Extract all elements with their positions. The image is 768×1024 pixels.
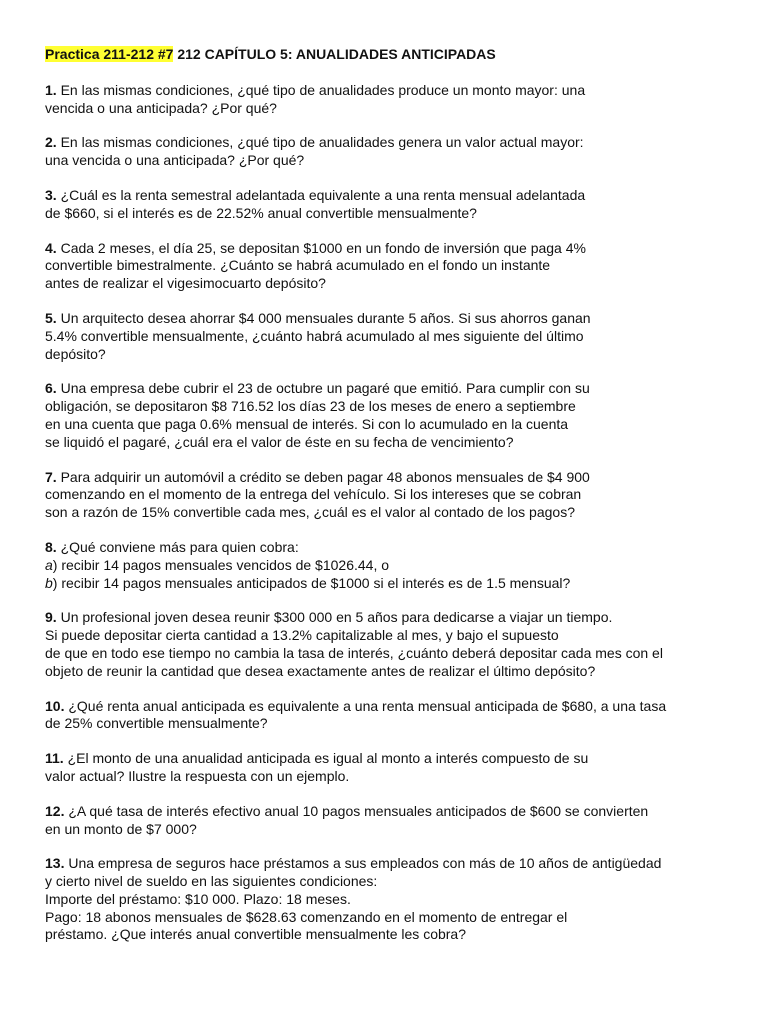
question-number: 4. — [45, 239, 57, 256]
title-highlight: Practica 211-212 #7 — [45, 46, 174, 62]
question-line: ¿Qué conviene más para quien cobra: — [56, 538, 299, 555]
option-text: ) recibir 14 pagos mensuales anticipados de $1000 si el interés es de 1.5 mensual? — [52, 574, 571, 591]
question-line: ¿Qué renta anual anticipada es equivalente a una renta mensual anticipada de $680, a una tasa — [64, 697, 667, 714]
question-line: objeto de reunir la cantidad que desea exactamente antes de realizar el último depósito? — [45, 662, 596, 679]
question-line: depósito? — [45, 345, 106, 362]
question-line: una vencida o una anticipada? ¿Por qué? — [45, 152, 305, 169]
question-number: 12. — [45, 802, 65, 819]
question-line: valor actual? Ilustre la respuesta con un ejemplo. — [45, 767, 350, 784]
question-number: 8. — [45, 538, 57, 555]
question-line: en un monto de $7 000? — [45, 820, 197, 837]
question-line: Una empresa de seguros hace préstamos a sus empleados con más de 10 años de antigüedad — [64, 855, 662, 872]
question-line: En las mismas condiciones, ¿qué tipo de anualidades produce un monto mayor: una — [56, 81, 586, 98]
question-2 — [45, 134, 745, 170]
question-line: Cada 2 meses, el día 25, se depositan $1000 en un fondo de inversión que paga 4% — [56, 239, 586, 256]
question-6 — [45, 380, 745, 451]
question-line: 5.4% convertible mensualmente, ¿cuánto habrá acumulado al mes siguiente del último — [45, 327, 584, 344]
question-line: obligación, se depositaron $8 716.52 los días 23 de los meses de enero a septiembre — [45, 398, 576, 415]
question-number: 5. — [45, 309, 57, 326]
question-number: 6. — [45, 380, 57, 397]
question-line: antes de realizar el vigesimocuarto depósito? — [45, 275, 326, 292]
question-line: vencida o una anticipada? ¿Por qué? — [45, 99, 277, 116]
question-line: convertible bimestralmente. ¿Cuánto se habrá acumulado en el fondo un instante — [45, 257, 551, 274]
question-number: 9. — [45, 609, 57, 626]
option-a — [45, 557, 745, 575]
question-line: son a razón de 15% convertible cada mes, ¿cuál es el valor al contado de los pagos? — [45, 504, 575, 521]
question-8 — [45, 539, 745, 592]
question-number: 1. — [45, 81, 57, 98]
question-3 — [45, 187, 745, 223]
question-number: 10. — [45, 697, 65, 714]
question-number: 11. — [45, 750, 64, 767]
question-line: en una cuenta que paga 0.6% mensual de interés. Si con lo acumulado en la cuenta — [45, 415, 569, 432]
question-9 — [45, 609, 745, 680]
question-line: comenzando en el momento de la entrega del vehículo. Si los intereses que se cobran — [45, 486, 582, 503]
question-13 — [45, 855, 745, 944]
question-12 — [45, 803, 745, 839]
option-text: ) recibir 14 pagos mensuales vencidos de $1026.44, o — [52, 556, 390, 573]
question-line: Una empresa debe cubrir el 23 de octubre un pagaré que emitió. Para cumplir con su — [56, 380, 590, 397]
option-letter: b — [45, 574, 53, 591]
question-line: de que en todo ese tiempo no cambia la tasa de interés, ¿cuánto deberá depositar cada mes con el — [45, 644, 663, 661]
document-page — [45, 46, 745, 961]
question-number: 13. — [45, 855, 65, 872]
question-line: Para adquirir un automóvil a crédito se deben pagar 48 abonos mensuales de $4 900 — [56, 468, 590, 485]
question-number: 2. — [45, 134, 57, 151]
question-4 — [45, 240, 745, 293]
option-letter: a — [45, 556, 53, 573]
question-1 — [45, 82, 745, 118]
question-line: ¿A qué tasa de interés efectivo anual 10 pagos mensuales anticipados de $600 se convierten — [64, 802, 649, 819]
question-line: préstamo. ¿Que interés anual convertible mensualmente les cobra? — [45, 926, 466, 943]
question-line: En las mismas condiciones, ¿qué tipo de anualidades genera un valor actual mayor: — [56, 134, 584, 151]
question-line: de 25% convertible mensualmente? — [45, 715, 268, 732]
option-b — [45, 575, 745, 593]
question-line: Si puede depositar cierta cantidad a 13.2% capitalizable al mes, y bajo el supuesto — [45, 627, 559, 644]
question-line: Un profesional joven desea reunir $300 000 en 5 años para dedicarse a viajar un tiempo. — [56, 609, 613, 626]
question-line: y cierto nivel de sueldo en las siguientes condiciones: — [45, 873, 378, 890]
question-line: ¿El monto de una anualidad anticipada es igual al monto a interés compuesto de su — [63, 750, 589, 767]
title-text: 212 CAPÍTULO 5: ANUALIDADES ANTICIPADAS — [173, 46, 496, 62]
question-line: de $660, si el interés es de 22.52% anual convertible mensualmente? — [45, 204, 477, 221]
question-5 — [45, 310, 745, 363]
question-7 — [45, 469, 745, 522]
question-line: Un arquitecto desea ahorrar $4 000 mensuales durante 5 años. Si sus ahorros ganan — [56, 309, 591, 326]
question-line: ¿Cuál es la renta semestral adelantada equivalente a una renta mensual adelantada — [56, 186, 586, 203]
question-line: Pago: 18 abonos mensuales de $628.63 comenzando en el momento de entregar el — [45, 908, 568, 925]
question-line: se liquidó el pagaré, ¿cuál era el valor de éste en su fecha de vencimiento? — [45, 433, 514, 450]
page-title — [45, 46, 745, 64]
question-line: Importe del préstamo: $10 000. Plazo: 18 meses. — [45, 890, 351, 907]
question-number: 3. — [45, 186, 57, 203]
question-number: 7. — [45, 468, 57, 485]
question-10 — [45, 698, 745, 734]
question-11 — [45, 750, 745, 786]
